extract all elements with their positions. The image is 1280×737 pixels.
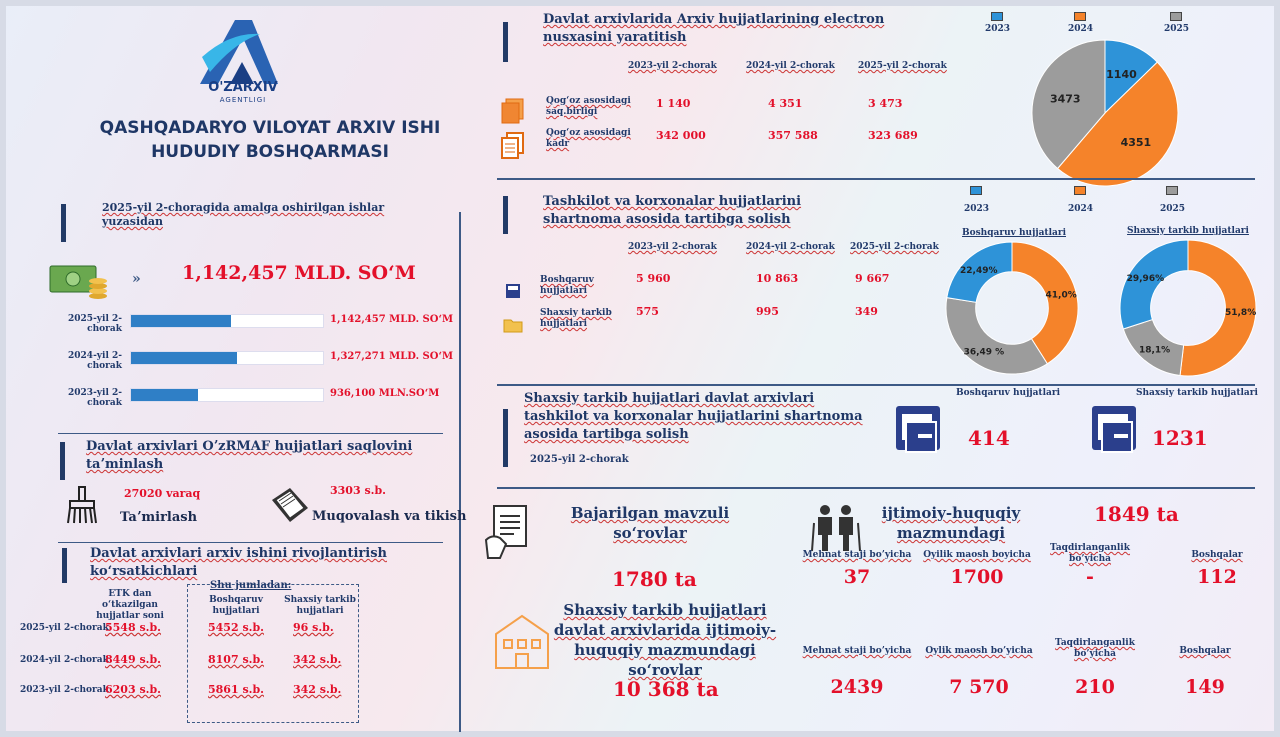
shaxsiy-sub-label: Taqdirlanganlik bo’yicha: [1055, 638, 1135, 659]
electron-legend-label: 2024: [1068, 24, 1094, 34]
budget-row-value: 1,142,457 MLD. SOʻM: [330, 314, 454, 325]
money-icon: [48, 262, 110, 302]
electron-pie-slice-label: 1140: [1106, 67, 1137, 81]
dev-divider: [58, 542, 443, 543]
electron-cell: 1 140: [656, 97, 691, 110]
dev-row-shaxsiy: 96 s.b.: [293, 621, 334, 634]
electron-legend-swatch: [1074, 12, 1086, 21]
dev-row-etk: 5548 s.b.: [105, 621, 161, 634]
electron-cell: 323 689: [868, 129, 918, 142]
documents-icon: [500, 131, 526, 161]
contract2-section-marker: [503, 409, 508, 467]
dev-row-etk: 6203 s.b.: [105, 683, 161, 696]
donut1-title: Boshqaruv hujjatlari: [962, 228, 1066, 238]
budget-row-label: 2023-yil 2-chorak: [68, 388, 122, 408]
electron-row-label: Qog‘oz asosidagi saq.birligi: [546, 96, 631, 117]
dev-row-bosh: 8107 s.b.: [208, 653, 264, 666]
electron-row-label: Qog‘oz asosidagi kadr: [546, 128, 631, 149]
ijtimoiy-sub-label: Taqdirlanganlik bo’yicha: [1050, 543, 1130, 564]
budget-bar-track: [130, 314, 324, 328]
contract2-bosh-value: 414: [968, 426, 1010, 450]
electron-cell: 342 000: [656, 129, 706, 142]
shaxsiy-donut-slice-label: 29,96%: [1126, 274, 1165, 285]
electron-cell: 3 473: [868, 97, 903, 110]
contract2-bosh-label: Boshqaruv hujjatlari: [956, 388, 1060, 398]
stack-icon: [500, 97, 526, 127]
contract-cell: 349: [855, 305, 878, 318]
budget-bar-track: [130, 351, 324, 365]
muqovalash-value: 3303 s.b.: [330, 484, 386, 497]
electron-pie-chart: [1030, 38, 1180, 188]
budget-total: 1,142,457 MLD. SO‘M: [182, 262, 416, 284]
chevron-right-icon: »: [132, 271, 141, 287]
shaxsiy-donut-slice-label: 51,8%: [1224, 308, 1257, 319]
electron-pie-slice-label: 4351: [1120, 135, 1152, 149]
shaxsiy-queries-label: Shaxsiy tarkib hujjatlari davlat arxivlarida ijtimoiy-huquqiy mazmundagi so‘rovlar: [553, 601, 777, 679]
electron-legend-swatch: [991, 12, 1003, 21]
shaxsiy-donut-slice-label: 18,1%: [1138, 345, 1171, 356]
budget-bar-track: [130, 388, 324, 402]
boshqaruv-donut-slice-label: 41,0%: [1045, 290, 1077, 301]
electron-col-header: 2023-yil 2-chorak: [628, 61, 717, 71]
ijtimoiy-sub-value: 37: [843, 566, 871, 588]
archive-box-icon: [894, 404, 946, 458]
boshqaruv-donut-chart: [944, 240, 1080, 376]
bosh-header: Boshqaruv hujjatlari: [209, 595, 263, 616]
electron-cell: 4 351: [768, 97, 803, 110]
shaxsiy-queries-value: 10 368 ta: [613, 677, 719, 701]
ijtimoiy-label: ijtimoiy-huquqiy mazmundagi: [881, 504, 1021, 542]
contract-legend-label: 2025: [1160, 204, 1186, 214]
contract2-period: 2025-yil 2-chorak: [530, 454, 629, 465]
budget-row-label: 2024-yil 2-chorak: [68, 351, 122, 371]
budget-row-value: 936,100 MLN.SOʻM: [330, 388, 440, 399]
dev-row-label: 2024-yil 2-chorak: [20, 655, 109, 665]
ijtimoiy-sub-value: 112: [1197, 566, 1237, 588]
contract-col-header: 2023-yil 2-chorak: [628, 242, 717, 252]
dev-section-marker: [62, 548, 67, 583]
folder-yellow-icon: [503, 315, 523, 335]
dev-row-etk: 8449 s.b.: [105, 653, 161, 666]
logo-subtext: AGENTLIGI: [219, 96, 267, 104]
ijtimoiy-sub-label: Oyilik maosh boyicha: [923, 550, 1031, 560]
shaxsiy-sub-value: 210: [1075, 676, 1115, 698]
budget-bar-fill: [131, 315, 231, 327]
mavzuli-label: Bajarilgan mavzuli so‘rovlar: [570, 504, 730, 542]
ijtimoiy-sub-label: Boshqalar: [1191, 550, 1243, 560]
muqovalash-label: Muqovalash va tikish: [312, 509, 467, 524]
electron-legend-swatch: [1170, 12, 1182, 21]
budget-bar-fill: [131, 389, 198, 401]
dev-heading: Davlat arxivlari arxiv ishini rivojlantirish koʻrsatkichlari: [90, 546, 387, 579]
electron-legend-label: 2025: [1164, 24, 1190, 34]
budget-section-marker: [61, 204, 66, 242]
electron-col-header: 2024-yil 2-chorak: [746, 61, 835, 71]
dev-row-bosh: 5861 s.b.: [208, 683, 264, 696]
contract-legend-swatch: [1074, 186, 1086, 195]
shu-header: Shu jumladan:: [210, 580, 292, 591]
contract-heading: Tashkilot va korxonalar hujjatlarini shartnoma asosida tartibga solish: [543, 194, 802, 227]
rmaf-section-marker: [60, 442, 65, 480]
mavzuli-value: 1780 ta: [612, 567, 697, 591]
contract-legend-label: 2024: [1068, 204, 1094, 214]
electron-heading: Davlat arxivlarida Arxiv hujjatlarining electron nusxasini yaratitish: [543, 12, 885, 45]
donut2-title: Shaxsiy tarkib hujjatlari: [1127, 226, 1249, 236]
budget-row-value: 1,327,271 MLD. SOʻM: [330, 351, 454, 362]
contract2-shaxsiy-label: Shaxsiy tarkib hujjatlari: [1136, 388, 1258, 398]
dev-row-shaxsiy: 342 s.b.: [293, 683, 342, 696]
tamirlash-label: Taʼmirlash: [120, 510, 198, 525]
ijtimoiy-sub-value: -: [1086, 566, 1094, 588]
contract-cell: 995: [756, 305, 779, 318]
contract2-shaxsiy-value: 1231: [1152, 426, 1208, 450]
brush-icon: [62, 485, 102, 525]
etk-header: ETK dan oʻtkazilgan hujjatlar soni: [96, 589, 164, 621]
electron-cell: 357 588: [768, 129, 818, 142]
electron-legend-label: 2023: [985, 24, 1011, 34]
shaxsiy-sub-value: 2439: [830, 676, 884, 698]
dev-row-bosh: 5452 s.b.: [208, 621, 264, 634]
budget-axis: [130, 414, 330, 422]
ozarxiv-logo: [190, 12, 290, 107]
folder-blue-icon: [503, 281, 523, 301]
contract-cell: 9 667: [855, 272, 890, 285]
budget-row-label: 2025-yil 2-chorak: [68, 314, 122, 334]
dev-row-shaxsiy: 342 s.b.: [293, 653, 342, 666]
book-icon: [268, 482, 312, 526]
contract-divider: [497, 384, 1255, 386]
org-title-line1: QASHQADARYO VILOYAT ARXIV ISHI: [99, 118, 441, 138]
shaxsiy-sub-label: Boshqalar: [1179, 646, 1231, 656]
electron-col-header: 2025-yil 2-chorak: [858, 61, 947, 71]
contract-section-marker: [503, 196, 508, 234]
shaxsiy-sub-label: Mehnat staji bo’yicha: [802, 646, 912, 656]
boshqaruv-donut-slice-label: 22,49%: [960, 266, 998, 277]
queries-divider: [497, 487, 1255, 489]
dev-row-label: 2025-yil 2-chorak: [20, 623, 109, 633]
logo-text: O'ZARXIV: [208, 80, 278, 95]
electron-pie-slice-label: 3473: [1049, 92, 1081, 106]
contract-legend-label: 2023: [964, 204, 990, 214]
elderly-people-icon: [808, 503, 864, 553]
contract-cell: 10 863: [756, 272, 799, 285]
ijtimoiy-sub-value: 1700: [950, 566, 1004, 588]
budget-bar-fill: [131, 352, 237, 364]
main-divider: [459, 212, 461, 732]
contract-legend-swatch: [1166, 186, 1178, 195]
clipboard-icon: [484, 504, 530, 560]
contract-row-label: Shaxsiy tarkib hujjatlari: [540, 308, 612, 329]
boshqaruv-donut-slice-label: 36,49 %: [963, 347, 1005, 358]
org-title-line2: HUDUDIY BOSHQARMASI: [151, 142, 389, 162]
shaxsiy-sub-value: 7 570: [949, 676, 1009, 698]
tamirlash-value: 27020 varaq: [124, 487, 201, 500]
ijtimoiy-sub-label: Mehnat staji bo’yicha: [802, 550, 912, 560]
shaxsiy-sub-value: 149: [1185, 676, 1225, 698]
contract-row-label: Boshqaruv hujjatlari: [540, 275, 594, 296]
boshqaruv-donut-slice-2025: [946, 298, 1047, 374]
electron-divider: [497, 178, 1255, 180]
shaxsiy-donut-slice-2023: [1120, 240, 1188, 329]
electron-section-marker: [503, 22, 508, 62]
rmaf-divider: [58, 433, 443, 434]
shaxsiy-sub-label: Oylik maosh bo’yicha: [925, 646, 1033, 656]
shaxsiy-donut-chart: [1118, 238, 1258, 378]
org-title: [40, 116, 500, 164]
archive-box-icon-2: [1090, 404, 1142, 458]
rmaf-heading: Davlat arxivlari OʼzRMAF hujjatlari saqlovini taʼminlash: [86, 439, 413, 472]
contract-cell: 5 960: [636, 272, 671, 285]
ijtimoiy-value: 1849 ta: [1094, 502, 1179, 526]
budget-heading: 2025-yil 2-choragida amalga oshirilgan ishlar yuzasidan: [102, 201, 385, 228]
dev-row-label: 2023-yil 2-chorak: [20, 685, 109, 695]
contract-col-header: 2024-yil 2-chorak: [746, 242, 835, 252]
contract2-heading: Shaxsiy tarkib hujjatlari davlat arxivlari tashkilot va korxonalar hujjatlarini shartnoma asosida tartibga solish: [524, 391, 863, 442]
contract-col-header: 2025-yil 2-chorak: [850, 242, 939, 252]
shaxsiy-header: Shaxsiy tarkib hujjatlari: [284, 595, 356, 616]
contract-cell: 575: [636, 305, 659, 318]
contract-legend-swatch: [970, 186, 982, 195]
